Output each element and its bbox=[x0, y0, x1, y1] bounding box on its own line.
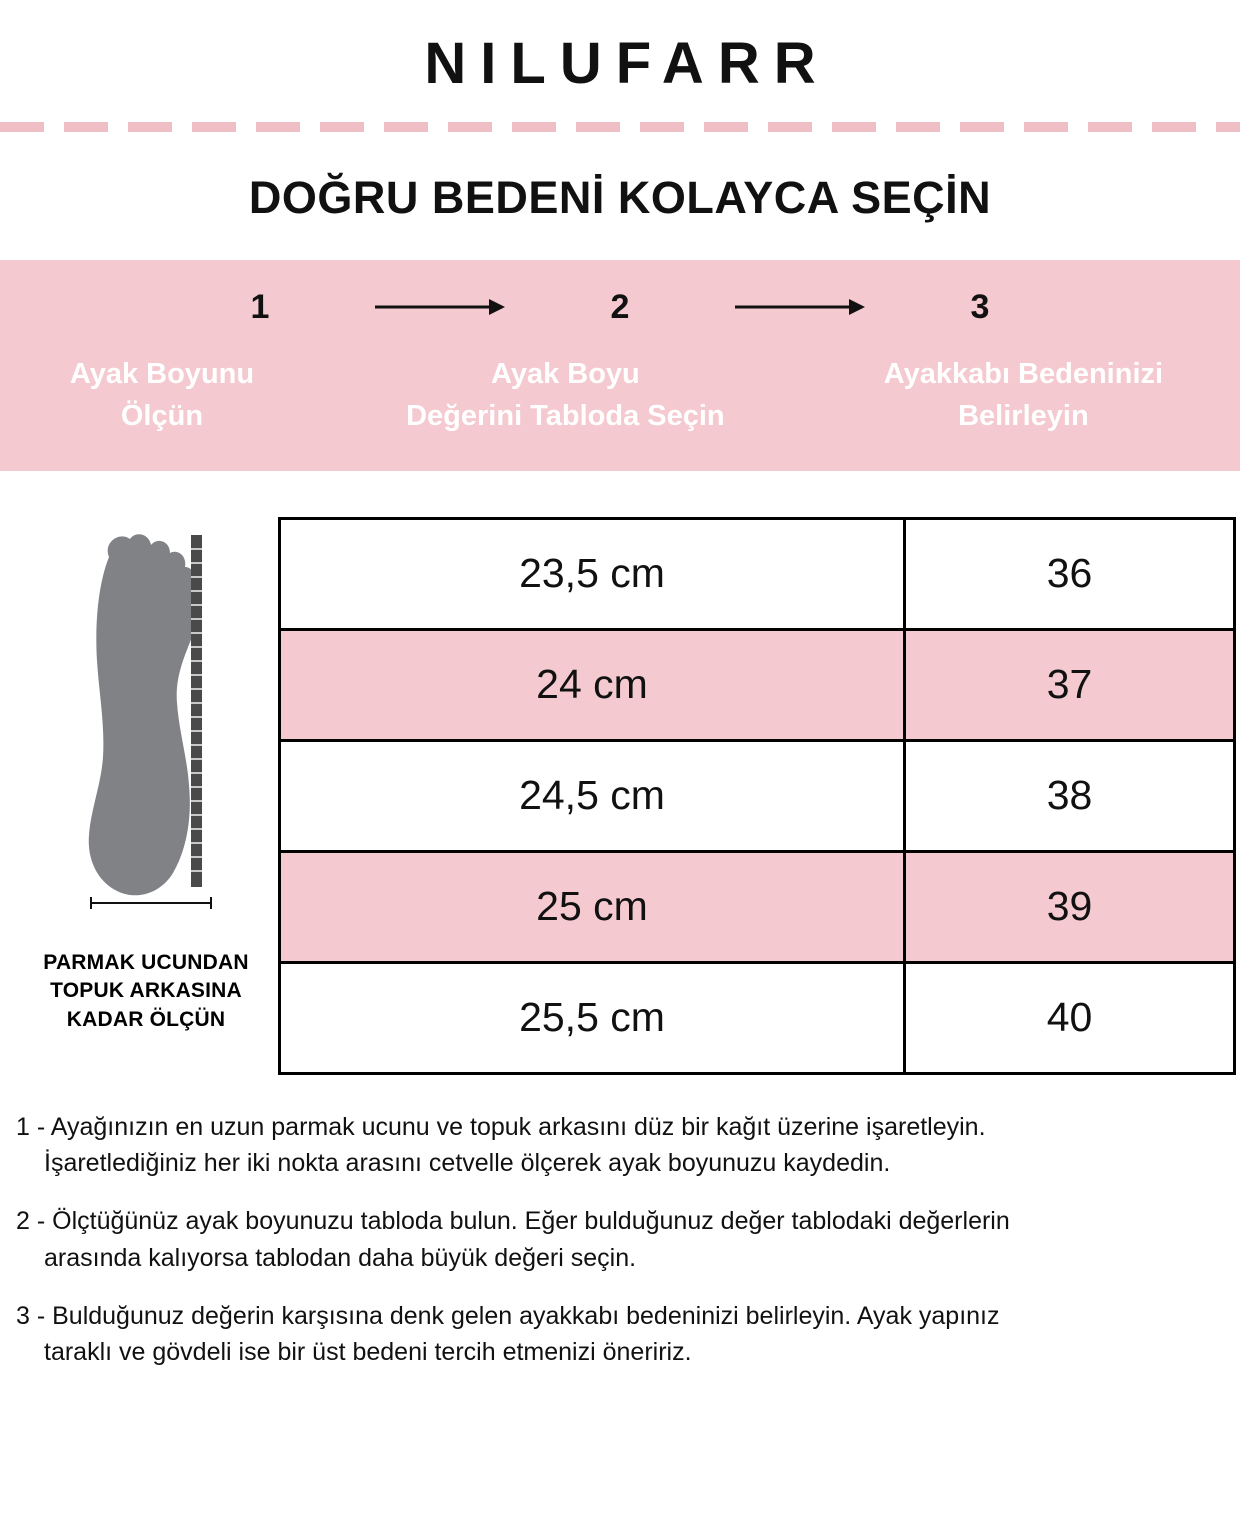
table-row bbox=[280, 629, 1235, 740]
dashed-divider bbox=[0, 122, 1240, 132]
step-label-1-line-2: Ölçün bbox=[120, 399, 204, 432]
step-label-2-line-1: Ayak Boyu bbox=[490, 357, 640, 390]
shoe-size-cell: 36 bbox=[905, 518, 1235, 629]
steps-label-row bbox=[0, 353, 1240, 437]
foot-diagram-caption bbox=[43, 949, 248, 1034]
step-number-1: 1 bbox=[250, 287, 270, 326]
table-row bbox=[280, 851, 1235, 962]
page-title: DOĞRU BEDENİ KOLAYCA SEÇİN bbox=[248, 171, 992, 223]
instruction-item-3 bbox=[16, 1298, 1224, 1371]
instruction-1-line-2: İşaretlediğiniz her iki nokta arasını cetvelle ölçerek ayak boyunuzu kaydedin. bbox=[44, 1149, 891, 1178]
step-label-1 bbox=[0, 353, 324, 437]
instruction-2-line-2: arasında kalıyorsa tablodan daha büyük değeri seçin. bbox=[44, 1243, 637, 1272]
step-label-1-line-1: Ayak Boyunu bbox=[69, 357, 255, 390]
step-label-3 bbox=[807, 353, 1240, 437]
foot-length-cell: 24,5 cm bbox=[280, 740, 905, 851]
size-chart-area bbox=[0, 471, 1240, 1075]
foot-length-cell: 25,5 cm bbox=[280, 962, 905, 1073]
instruction-item-2 bbox=[16, 1203, 1224, 1276]
step-label-2 bbox=[324, 353, 807, 437]
instruction-item-1 bbox=[16, 1109, 1224, 1182]
foot-caption-line-1: PARMAK UCUNDAN bbox=[43, 950, 249, 974]
arrow-right-icon-2 bbox=[705, 296, 895, 318]
step-number-3: 3 bbox=[970, 287, 990, 326]
foot-outline-with-ruler-icon bbox=[51, 517, 241, 937]
shoe-size-cell: 37 bbox=[905, 629, 1235, 740]
brand-title: NILUFARR bbox=[424, 31, 830, 96]
foot-caption-line-2: TOPUK ARKASINA bbox=[50, 979, 242, 1003]
foot-length-cell: 25 cm bbox=[280, 851, 905, 962]
steps-band bbox=[0, 260, 1240, 471]
step-label-3-line-2: Belirleyin bbox=[958, 399, 1089, 432]
foot-length-cell: 23,5 cm bbox=[280, 518, 905, 629]
step-number-2: 2 bbox=[610, 287, 630, 326]
instruction-3-line-2: taraklı ve gövdeli ise bir üst bedeni tercih etmenizi öneririz. bbox=[44, 1338, 692, 1367]
steps-number-row bbox=[0, 288, 1240, 327]
shoe-size-cell: 39 bbox=[905, 851, 1235, 962]
step-label-3-line-1: Ayakkabı Bedeninizi bbox=[883, 357, 1164, 390]
instruction-1-line-1: 1 - Ayağınızın en uzun parmak ucunu ve topuk arkasını düz bir kağıt üzerine işaretleyin. bbox=[16, 1112, 986, 1141]
instruction-2-line-1: 2 - Ölçtüğünüz ayak boyunuzu tabloda bulun. Eğer bulduğunuz değer tablodaki değerlerin bbox=[16, 1207, 1010, 1236]
table-row bbox=[280, 740, 1235, 851]
step-label-2-line-2: Değerini Tabloda Seçin bbox=[406, 399, 725, 432]
foot-caption-line-3: KADAR ÖLÇÜN bbox=[66, 1007, 226, 1031]
size-table bbox=[278, 517, 1236, 1075]
foot-length-cell: 24 cm bbox=[280, 629, 905, 740]
shoe-size-cell: 40 bbox=[905, 962, 1235, 1073]
shoe-size-cell: 38 bbox=[905, 740, 1235, 851]
foot-diagram-block bbox=[22, 517, 270, 1034]
instructions-list bbox=[0, 1075, 1240, 1371]
table-row bbox=[280, 962, 1235, 1073]
arrow-right-icon-1 bbox=[345, 296, 535, 318]
table-row bbox=[280, 518, 1235, 629]
instruction-3-line-1: 3 - Bulduğunuz değerin karşısına denk gelen ayakkabı bedeninizi belirleyin. Ayak yapınız bbox=[16, 1301, 1000, 1330]
